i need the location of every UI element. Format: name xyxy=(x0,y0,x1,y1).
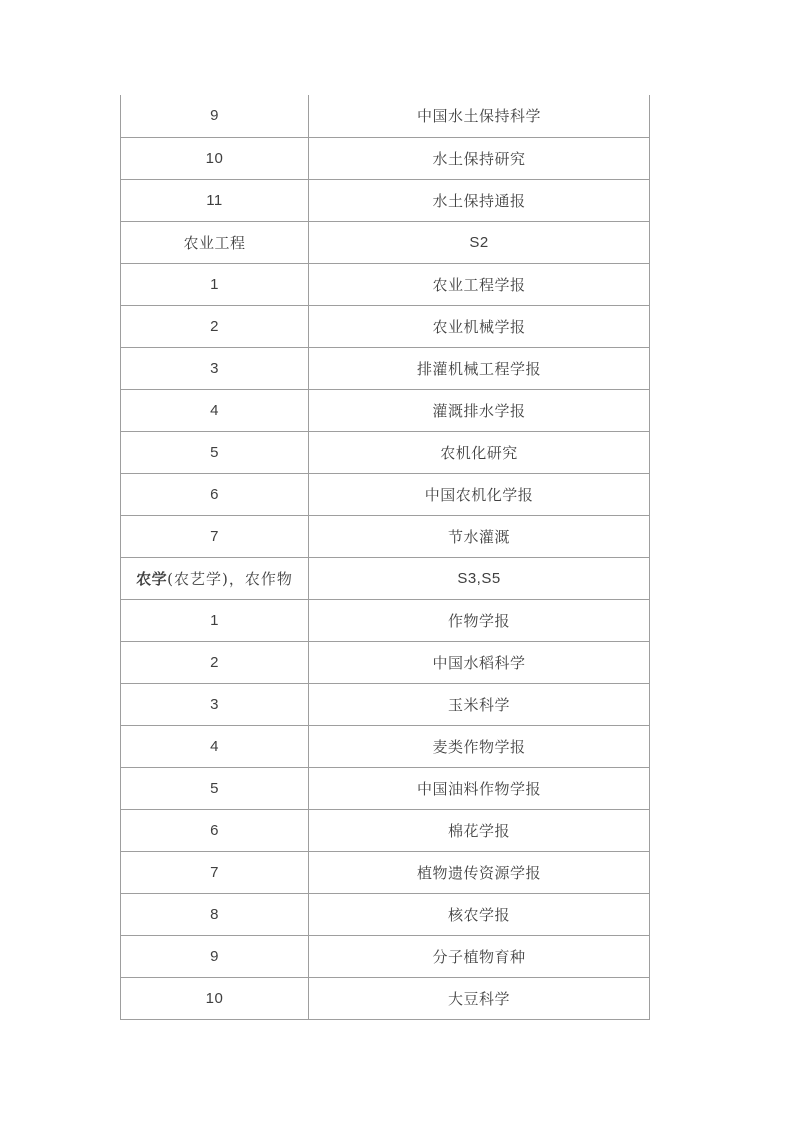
journal-name-cell: 麦类作物学报 xyxy=(309,725,650,767)
row-number-cell: 7 xyxy=(121,851,309,893)
row-number-cell: 11 xyxy=(121,179,309,221)
category-name-cell xyxy=(121,221,309,263)
table-row xyxy=(121,515,650,557)
journal-name-cell: 分子植物育种 xyxy=(309,935,650,977)
row-number-cell: 5 xyxy=(121,431,309,473)
journal-name-cell: 农业机械学报 xyxy=(309,305,650,347)
row-number-cell: 2 xyxy=(121,641,309,683)
category-name-cell xyxy=(121,557,309,599)
table-row xyxy=(121,179,650,221)
table-row xyxy=(121,347,650,389)
table-row xyxy=(121,599,650,641)
category-name-part: 农学 xyxy=(136,570,168,588)
table-row xyxy=(121,473,650,515)
journal-name-cell: 节水灌溉 xyxy=(309,515,650,557)
row-number-cell: 9 xyxy=(121,935,309,977)
table-row xyxy=(121,641,650,683)
journal-name-cell: 中国水土保持科学 xyxy=(309,95,650,137)
row-number-cell: 4 xyxy=(121,389,309,431)
journal-name-cell: 水土保持研究 xyxy=(309,137,650,179)
category-row xyxy=(121,221,650,263)
journal-name-cell: 水土保持通报 xyxy=(309,179,650,221)
journal-name-cell: 灌溉排水学报 xyxy=(309,389,650,431)
row-number-cell: 10 xyxy=(121,977,309,1019)
table-row xyxy=(121,767,650,809)
row-number-cell: 10 xyxy=(121,137,309,179)
clc-code-cell: S3,S5 xyxy=(309,557,650,599)
journal-table xyxy=(120,95,650,1020)
row-number-cell: 5 xyxy=(121,767,309,809)
table-row xyxy=(121,809,650,851)
journal-name-cell: 排灌机械工程学报 xyxy=(309,347,650,389)
journal-name-cell: 棉花学报 xyxy=(309,809,650,851)
row-number-cell: 9 xyxy=(121,95,309,137)
row-number-cell: 6 xyxy=(121,473,309,515)
table-row xyxy=(121,389,650,431)
table-row xyxy=(121,977,650,1019)
table-row xyxy=(121,263,650,305)
table-row xyxy=(121,725,650,767)
row-number-cell: 1 xyxy=(121,263,309,305)
journal-name-cell: 中国油料作物学报 xyxy=(309,767,650,809)
row-number-cell: 1 xyxy=(121,599,309,641)
table-row xyxy=(121,305,650,347)
row-number-cell: 2 xyxy=(121,305,309,347)
row-number-cell: 3 xyxy=(121,683,309,725)
clc-code-cell: S2 xyxy=(309,221,650,263)
journal-name-cell: 作物学报 xyxy=(309,599,650,641)
table-row xyxy=(121,893,650,935)
row-number-cell: 8 xyxy=(121,893,309,935)
table-row xyxy=(121,95,650,137)
row-number-cell: 3 xyxy=(121,347,309,389)
journal-name-cell: 中国农机化学报 xyxy=(309,473,650,515)
category-name-part: 农业工程 xyxy=(183,234,246,252)
table-row xyxy=(121,851,650,893)
table-row xyxy=(121,431,650,473)
journal-name-cell: 农业工程学报 xyxy=(309,263,650,305)
journal-table-body xyxy=(121,95,650,1019)
journal-name-cell: 中国水稻科学 xyxy=(309,641,650,683)
row-number-cell: 7 xyxy=(121,515,309,557)
row-number-cell: 6 xyxy=(121,809,309,851)
journal-name-cell: 植物遗传资源学报 xyxy=(309,851,650,893)
category-name-part: (农艺学)，农作物 xyxy=(167,569,293,588)
journal-name-cell: 农机化研究 xyxy=(309,431,650,473)
journal-name-cell: 大豆科学 xyxy=(309,977,650,1019)
table-row xyxy=(121,137,650,179)
table-row xyxy=(121,935,650,977)
table-row xyxy=(121,683,650,725)
row-number-cell: 4 xyxy=(121,725,309,767)
journal-name-cell: 玉米科学 xyxy=(309,683,650,725)
journal-name-cell: 核农学报 xyxy=(309,893,650,935)
category-row xyxy=(121,557,650,599)
